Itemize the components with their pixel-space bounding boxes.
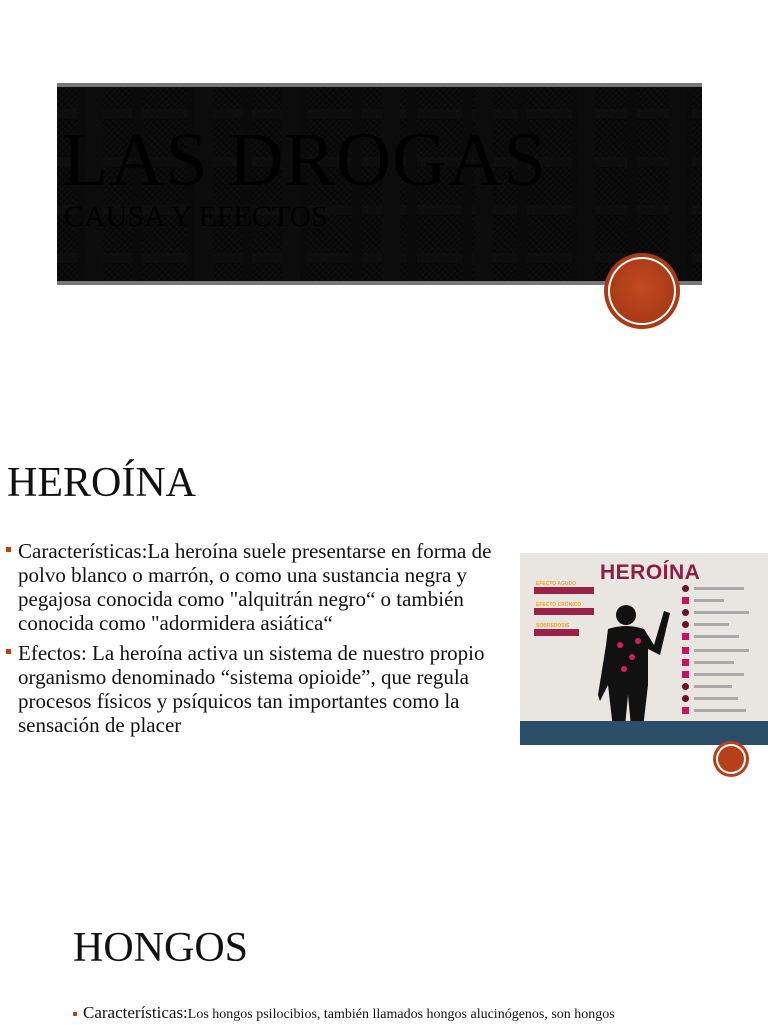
heroina-infographic — [520, 553, 768, 745]
infographic-marker — [682, 683, 689, 690]
human-silhouette-icon — [598, 605, 672, 737]
infographic-marker — [682, 597, 689, 604]
decorative-circle — [608, 257, 676, 325]
infographic-marker — [682, 647, 689, 654]
infographic-line — [694, 673, 744, 676]
infographic-line — [694, 611, 749, 614]
infographic-marker — [682, 621, 689, 628]
decorative-circle — [716, 744, 746, 774]
infographic-marker — [682, 585, 689, 592]
infographic-footer — [520, 721, 768, 745]
infographic-line — [694, 709, 746, 712]
heroina-title: HEROÍNA — [7, 460, 196, 506]
banner-stripe — [669, 87, 687, 281]
bullet-text: Los hongos psilocibios, también llamados hongos alucinógenos, son hongos — [187, 1007, 615, 1022]
bullet-marker — [6, 649, 11, 654]
infographic-line — [694, 599, 724, 602]
infographic-tag — [534, 608, 594, 615]
infographic-line — [694, 661, 734, 664]
infographic-tag — [534, 587, 594, 594]
infographic-label: EFECTO AGUDO — [536, 581, 577, 587]
slide-heroina — [0, 380, 768, 780]
hongos-bullet — [73, 1003, 763, 1025]
infographic-label: EFECTO CRÓNICO — [536, 602, 582, 608]
infographic-marker — [682, 609, 689, 616]
slide-subtitle-text: CAUSA Y EFECTOS — [64, 200, 328, 233]
infographic-line — [694, 587, 744, 590]
bullet-item — [6, 641, 506, 737]
infographic-line — [694, 649, 749, 652]
bullet-text: Características:La heroína suele presentarse en forma de polvo blanco o marrón, o como una sustancia negra y pegajosa conocida como "alquitrán negro“ o también conocida como "adormidera asiática“ — [18, 539, 492, 635]
bullet-marker — [6, 547, 11, 552]
banner-stripe — [577, 87, 595, 281]
infographic-marker — [682, 695, 689, 702]
bullet-lead: Características: — [83, 1003, 188, 1022]
infographic-line — [694, 623, 729, 626]
infographic-line — [694, 685, 732, 688]
bullet-marker — [73, 1012, 77, 1016]
slide-title — [0, 0, 768, 340]
infographic-tag — [534, 629, 579, 636]
bullet-text: Efectos: La heroína activa un sistema de nuestro propio organismo denominado “sistema opioide”, que regula procesos físicos y psíquicos tan importantes como la sensación de placer — [18, 641, 485, 737]
infographic-label: SOBREDOSIS — [536, 623, 570, 629]
slide-title-text: LAS DROGAS — [62, 118, 548, 202]
infographic-line — [694, 635, 739, 638]
bullet-item — [6, 539, 506, 635]
infographic-marker — [682, 659, 689, 666]
infographic-title: HEROÍNA — [600, 561, 701, 584]
hongos-title: HONGOS — [73, 925, 249, 971]
heroina-bullet-list — [6, 539, 506, 743]
infographic-marker — [682, 671, 689, 678]
infographic-marker — [682, 633, 689, 640]
infographic-line — [694, 697, 738, 700]
infographic-marker — [682, 707, 689, 714]
